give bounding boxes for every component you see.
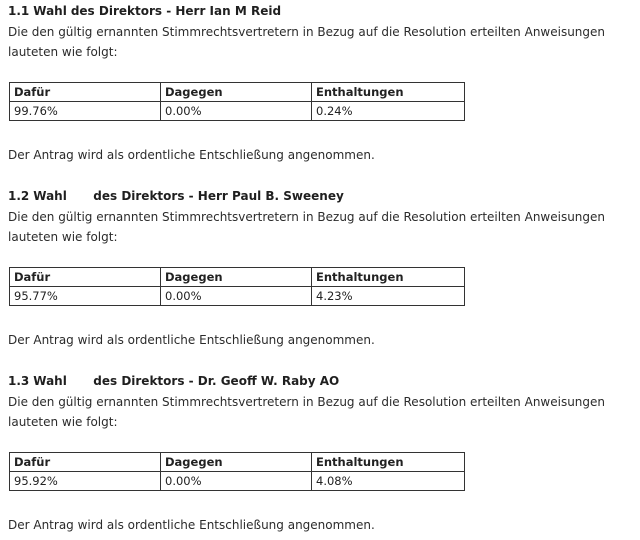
resolution-wahl-label: Wahl bbox=[33, 374, 67, 388]
resolution-heading bbox=[8, 2, 281, 20]
vote-for-value: 99.76% bbox=[10, 102, 161, 121]
resolution-number: 1.3 bbox=[8, 374, 30, 388]
vote-table-header-row bbox=[10, 453, 465, 472]
vote-table bbox=[9, 82, 465, 121]
resolution-title: des Direktors - Herr Ian M Reid bbox=[70, 4, 282, 18]
vote-abstain-value: 0.24% bbox=[312, 102, 465, 121]
resolution-wahl-label: Wahl bbox=[33, 4, 67, 18]
vote-for-value: 95.92% bbox=[10, 472, 161, 491]
vote-table-row bbox=[10, 102, 465, 121]
column-header-abstain: Enthaltungen bbox=[312, 268, 465, 287]
vote-abstain-value: 4.08% bbox=[312, 472, 465, 491]
vote-against-value: 0.00% bbox=[161, 472, 312, 491]
vote-table bbox=[9, 452, 465, 491]
vote-for-value: 95.77% bbox=[10, 287, 161, 306]
vote-table-header-row bbox=[10, 83, 465, 102]
vote-against-value: 0.00% bbox=[161, 102, 312, 121]
resolution-number: 1.2 bbox=[8, 189, 30, 203]
resolution-number: 1.1 bbox=[8, 4, 30, 18]
resolution-intro-text: Die den gültig ernannten Stimmrechtsvertretern in Bezug auf die Resolution erteilten Anweisungen lauteten wie folgt: bbox=[8, 395, 606, 429]
column-header-against: Dagegen bbox=[161, 453, 312, 472]
resolution-intro-text: Die den gültig ernannten Stimmrechtsvertretern in Bezug auf die Resolution erteilten Anweisungen lauteten wie folgt: bbox=[8, 25, 606, 59]
resolution-heading bbox=[8, 187, 344, 205]
resolution-title: des Direktors - Herr Paul B. Sweeney bbox=[93, 189, 344, 203]
resolution-outcome-text: Der Antrag wird als ordentliche Entschließung angenommen. bbox=[8, 518, 375, 532]
vote-table-row bbox=[10, 287, 465, 306]
resolution-intro-text: Die den gültig ernannten Stimmrechtsvertretern in Bezug auf die Resolution erteilten Anweisungen lauteten wie folgt: bbox=[8, 210, 606, 244]
resolution-outcome-text: Der Antrag wird als ordentliche Entschließung angenommen. bbox=[8, 148, 375, 162]
vote-table-row bbox=[10, 472, 465, 491]
column-header-against: Dagegen bbox=[161, 268, 312, 287]
vote-table-header-row bbox=[10, 268, 465, 287]
resolution-outcome-text: Der Antrag wird als ordentliche Entschließung angenommen. bbox=[8, 333, 375, 347]
resolution-heading bbox=[8, 372, 339, 390]
vote-against-value: 0.00% bbox=[161, 287, 312, 306]
column-header-against: Dagegen bbox=[161, 83, 312, 102]
resolution-title: des Direktors - Dr. Geoff W. Raby AO bbox=[93, 374, 340, 388]
column-header-abstain: Enthaltungen bbox=[312, 453, 465, 472]
resolution-wahl-label: Wahl bbox=[33, 189, 67, 203]
column-header-for: Dafür bbox=[10, 83, 161, 102]
vote-table bbox=[9, 267, 465, 306]
column-header-for: Dafür bbox=[10, 268, 161, 287]
column-header-abstain: Enthaltungen bbox=[312, 83, 465, 102]
vote-abstain-value: 4.23% bbox=[312, 287, 465, 306]
column-header-for: Dafür bbox=[10, 453, 161, 472]
